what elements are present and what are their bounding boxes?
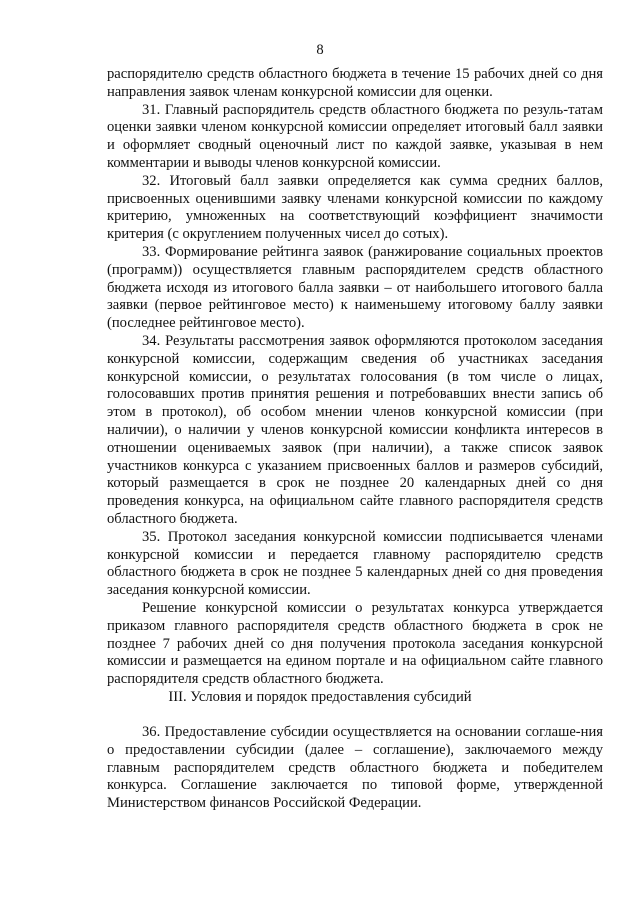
paragraph-35: 35. Протокол заседания конкурсной комиссии подписывается членами конкурсной комиссии и передается главному распорядителю средств областного бюджета в срок не позднее 5 календарных дней со дня проведения заседания конкурсной комиссии. [107, 528, 603, 599]
section-heading: III. Условия и порядок предоставления субсидий [168, 689, 472, 705]
page-number: 8 [316, 42, 324, 58]
paragraph-continuation: распорядителю средств областного бюджета в течение 15 рабочих дней со дня направления заявок членам конкурсной комиссии для оценки. [107, 66, 603, 100]
paragraph-34: 34. Результаты рассмотрения заявок оформляются протоколом заседания конкурсной комиссии, содержащим сведения об участниках заседания конкурсной комиссии, о результатах голосования (в том числе о лицах, голосовавших против принятия решения и потребовавших внести запись об этом в протокол), об особом мнении членов конкурсной комиссии (при наличии), о наличии у членов конкурсной комиссии конфликта интересов в отношении оцениваемых заявок (при наличии), а также список заявок участников конкурса с указанием присвоенных баллов и размеров субсидий, который размещается в срок не позднее 20 календарных дней со дня проведения конкурса, на официальном сайте главного распорядителя средств областного бюджета. [107, 332, 603, 527]
body-text [107, 66, 603, 689]
paragraph-36: 36. Предоставление субсидии осуществляется на основании соглаше-ния о предоставлении субсидии (далее – соглашение), заключаемого между главным распорядителем средств областного бюджета и победителем конкурса. Соглашение заключается по типовой форме, утвержденной Министерством финансов Российской Федерации. [107, 724, 603, 812]
paragraph-decision: Решение конкурсной комиссии о результатах конкурса утверждается приказом главного распорядителя средств областного бюджета в срок не позднее 7 рабочих дней со дня получения протокола заседания конкурсной комиссии и размещается на едином портале и на официальном сайте главного распорядителя средств областного бюджета. [107, 599, 603, 688]
paragraph-32: 32. Итоговый балл заявки определяется как сумма средних баллов, присвоенных оценившими заявку членами конкурсной комиссии по каждому критерию, умноженных на соответствующий коэффициент значимости критерия (с округлением полученных чисел до сотых). [107, 172, 603, 243]
section-text [107, 724, 603, 813]
paragraph-31: 31. Главный распорядитель средств областного бюджета по резуль-татам оценки заявки членом конкурсной комиссии определяет итоговый балл заявки и оформляет сводный оценочный лист по каждой заявке, указывая в нем комментарии и выводы членов конкурсной комиссии. [107, 101, 603, 171]
paragraph-33: 33. Формирование рейтинга заявок (ранжирование социальных проектов (программ)) осуществляется главным распорядителем средств областного бюджета исходя из итогового балла заявки – от наибольшего итогового балла заявки (первое рейтинговое место) к наименьшему итоговому баллу заявки (последнее рейтинговое место). [107, 243, 603, 332]
